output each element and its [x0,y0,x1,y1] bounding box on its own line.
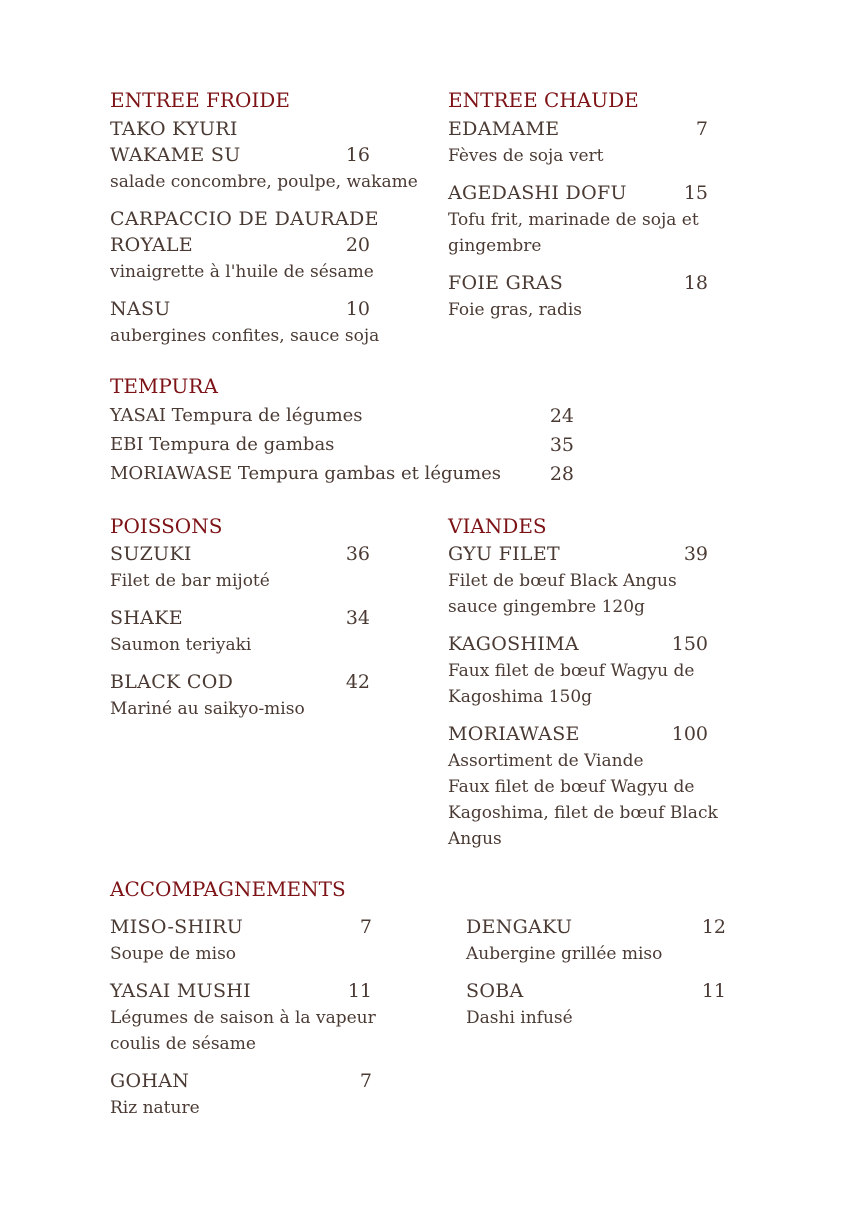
dish-name: TAKO KYURI [110,118,238,140]
tempura-item: MORIAWASE Tempura gambas et légumes [110,463,502,484]
dish-price: 24 [549,405,574,427]
dish-price: 35 [549,434,574,456]
dish-price: 42 [345,671,370,693]
dish-description: Aubergine grillée miso [466,944,663,964]
section-title-entree-froide: ENTREE FROIDE [110,88,290,112]
dish-description: salade concombre, poulpe, wakame [110,172,418,192]
dish-price: 7 [695,118,708,140]
dish-price: 34 [345,607,370,629]
dish-name: BLACK COD [110,671,234,693]
dish-name: GYU FILET [448,543,560,565]
tempura-item: EBI Tempura de gambas [110,434,335,455]
section-title-tempura: TEMPURA [110,374,218,398]
dish-description: vinaigrette à l'huile de sésame [110,262,374,282]
dish-price: 7 [359,916,372,938]
dish-description: Riz nature [110,1098,200,1118]
dish-price: 10 [345,298,370,320]
dish-name: CARPACCIO DE DAURADE [110,208,379,230]
dish-description: aubergines confites, sauce soja [110,326,380,346]
dish-name: NASU [110,298,171,320]
dish-price: 20 [345,234,370,256]
dish-name: AGEDASHI DOFU [448,182,627,204]
dish-price: 7 [359,1070,372,1092]
dish-description: Saumon teriyaki [110,635,252,655]
dish-description: Faux filet de bœuf Wagyu de [448,777,695,797]
dish-name: ROYALE [110,234,193,256]
dish-price: 11 [701,980,726,1002]
dish-description: Foie gras, radis [448,300,582,320]
dish-name: DENGAKU [466,916,573,938]
dish-description: Légumes de saison à la vapeur [110,1008,376,1028]
dish-description: Kagoshima 150g [448,687,593,707]
dish-description: Mariné au saikyo-miso [110,699,305,719]
dish-price: 11 [347,980,372,1002]
dish-description: Filet de bar mijoté [110,571,270,591]
dish-description: Tofu frit, marinade de soja et [448,210,699,230]
dish-name: GOHAN [110,1070,190,1092]
dish-name: FOIE GRAS [448,272,564,294]
dish-name: EDAMAME [448,118,560,140]
dish-description: Soupe de miso [110,944,237,964]
dish-price: 15 [683,182,708,204]
dish-name: KAGOSHIMA [448,633,579,655]
dish-price: 16 [345,144,370,166]
dish-price: 28 [549,463,574,485]
dish-description: Angus [448,829,502,849]
dish-description: coulis de sésame [110,1034,256,1054]
dish-name: SUZUKI [110,543,192,565]
tempura-item: YASAI Tempura de légumes [110,405,363,426]
dish-description: Faux filet de bœuf Wagyu de [448,661,695,681]
dish-price: 100 [671,723,708,745]
dish-description: Assortiment de Viande [448,751,644,771]
dish-name: MORIAWASE [448,723,580,745]
dish-description: Fèves de soja vert [448,146,604,166]
dish-name: SOBA [466,980,524,1002]
section-title-entree-chaude: ENTREE CHAUDE [448,88,639,112]
dish-description: gingembre [448,236,542,256]
dish-price: 12 [701,916,726,938]
dish-price: 39 [683,543,708,565]
section-title-poissons: POISSONS [110,514,223,538]
dish-name: SHAKE [110,607,183,629]
section-title-viandes: VIANDES [448,514,547,538]
dish-price: 150 [671,633,708,655]
section-title-accompagnements: ACCOMPAGNEMENTS [110,877,346,901]
dish-price: 18 [683,272,708,294]
dish-name: WAKAME SU [110,144,241,166]
dish-description: Filet de bœuf Black Angus [448,571,677,591]
dish-price: 36 [345,543,370,565]
dish-name: MISO-SHIRU [110,916,244,938]
dish-description: Kagoshima, filet de bœuf Black [448,803,718,823]
dish-description: sauce gingembre 120g [448,597,645,617]
dish-name: YASAI MUSHI [110,980,251,1002]
dish-description: Dashi infusé [466,1008,573,1028]
